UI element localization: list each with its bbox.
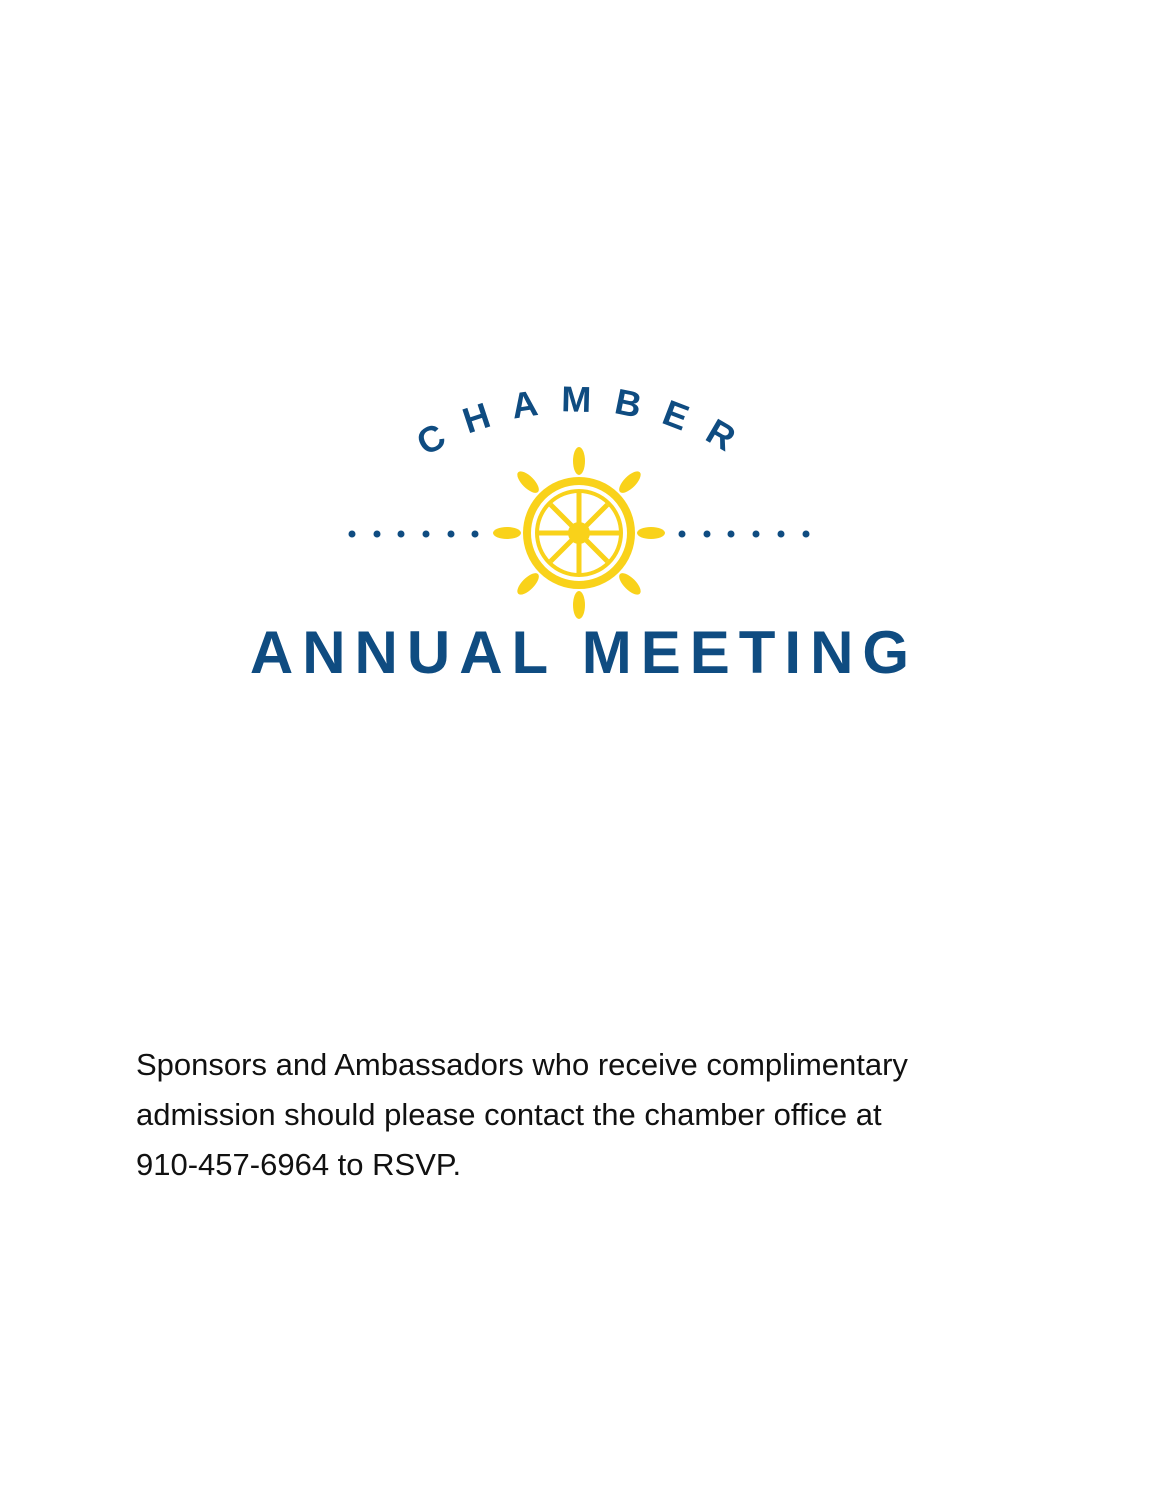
dot (803, 531, 810, 538)
dot (423, 531, 430, 538)
ship-wheel-icon (493, 447, 665, 619)
dot (778, 531, 785, 538)
dot (753, 531, 760, 538)
chamber-logo (0, 0, 1159, 720)
notice-line: Sponsors and Ambassadors who receive complimentary (136, 1047, 908, 1082)
dot (679, 531, 686, 538)
logo-arc-text: CHAMBER (409, 378, 762, 471)
dot (448, 531, 455, 538)
event-title: ANNUAL MEETING (249, 619, 919, 686)
wheel-hub (568, 522, 590, 544)
dot (374, 531, 381, 538)
rsvp-notice (136, 1040, 908, 1190)
dot (704, 531, 711, 538)
dot (349, 531, 356, 538)
notice-line: admission should please contact the chamber office at (136, 1097, 882, 1132)
dot (728, 531, 735, 538)
dot (472, 531, 479, 538)
notice-line: 910-457-6964 to RSVP. (136, 1147, 462, 1182)
dot (398, 531, 405, 538)
